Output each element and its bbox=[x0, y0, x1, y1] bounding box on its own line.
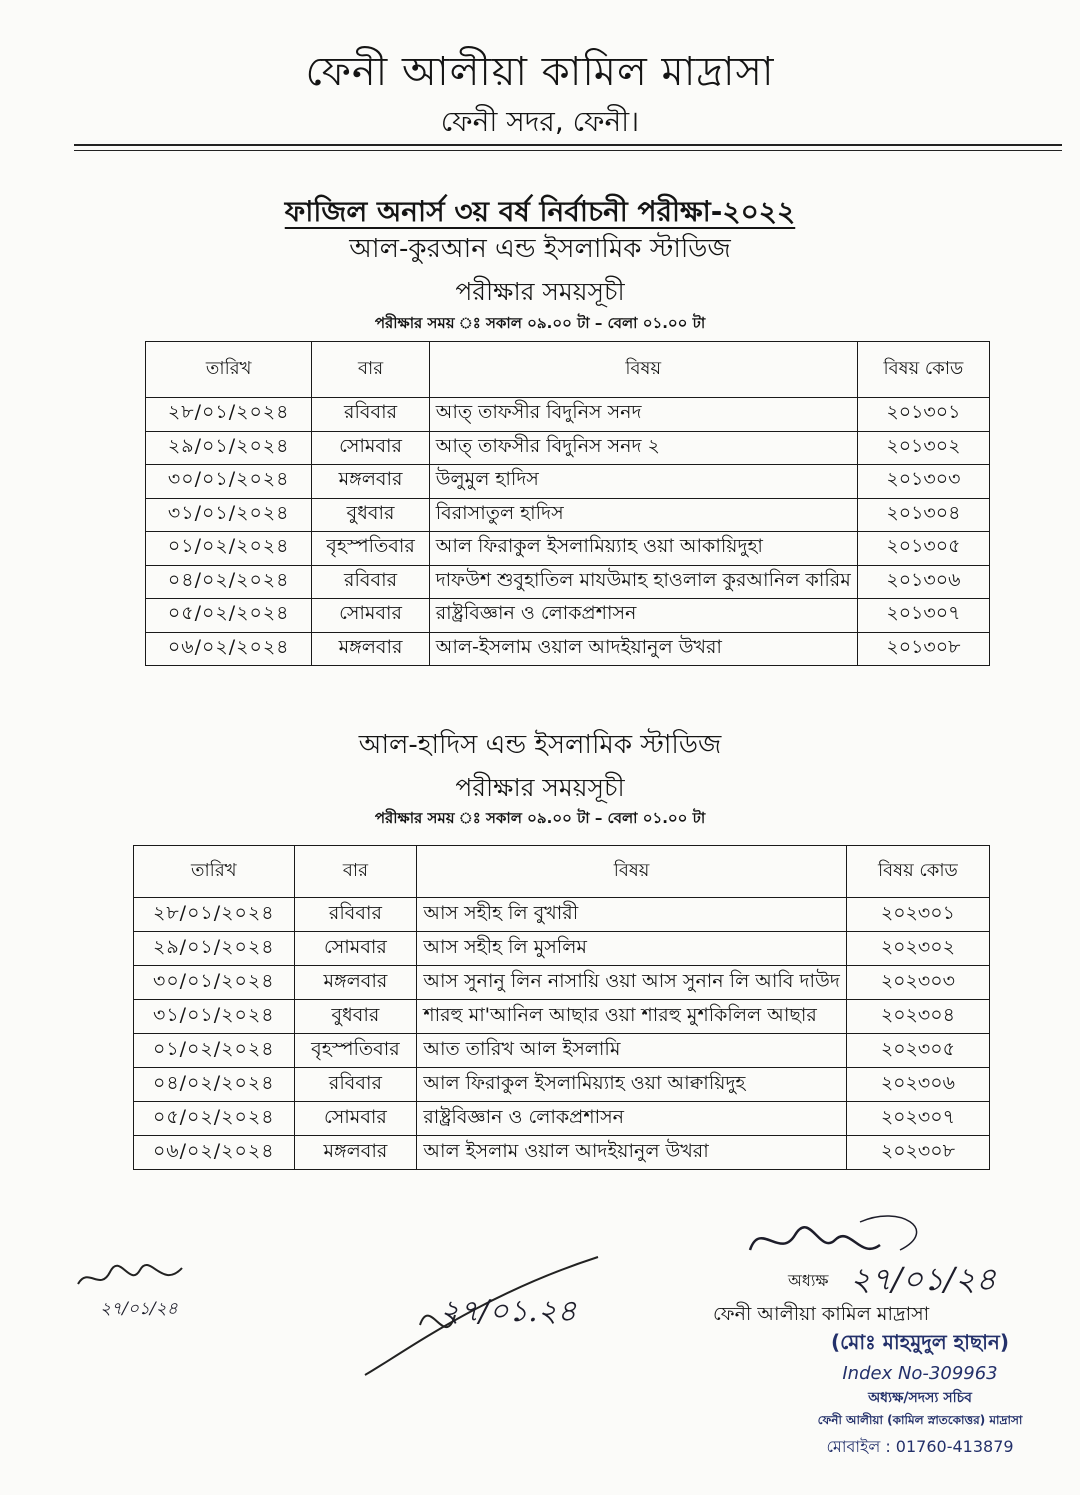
initials-scribble-icon bbox=[70, 1262, 200, 1296]
cell-code: ২০২৩০৬ bbox=[846, 1068, 989, 1102]
cell-subject: দাফউশ শুবুহাতিল মাযউমাহ হাওলাল কুরআনিল কারিম bbox=[429, 565, 857, 599]
cell-date: ৩১/০১/২০২৪ bbox=[134, 1000, 295, 1034]
table-header-row bbox=[134, 846, 990, 898]
header-date: তারিখ bbox=[146, 342, 312, 398]
cell-day: রবিবার bbox=[312, 565, 429, 599]
cell-code: ২০১৩০৭ bbox=[857, 599, 989, 633]
section-2-schedule-title: পরীক্ষার সময়সূচী bbox=[455, 773, 625, 802]
cell-date: ০৪/০২/২০২৪ bbox=[134, 1068, 295, 1102]
table-row bbox=[146, 599, 990, 633]
cell-day: সোমবার bbox=[294, 1102, 417, 1136]
cell-subject: রাষ্ট্রবিজ্ঞান ও লোকপ্রশাসন bbox=[429, 599, 857, 633]
cell-day: বৃহস্পতিবার bbox=[312, 532, 429, 566]
cell-code: ২০২৩০৮ bbox=[846, 1136, 989, 1170]
cell-date: ২৯/০১/২০২৪ bbox=[146, 431, 312, 465]
section-1-exam-time: পরীক্ষার সময় ঃ সকাল ০৯.০০ টা – বেলা ০১.০০ টা bbox=[374, 314, 706, 332]
cell-date: ০৪/০২/২০২৪ bbox=[146, 565, 312, 599]
cell-subject: আল ফিরাকুল ইসলামিয়্যাহ ওয়া আকায়িদুহা bbox=[429, 532, 857, 566]
header-day: বার bbox=[312, 342, 429, 398]
official-stamp bbox=[800, 1328, 1040, 1461]
cell-day: রবিবার bbox=[294, 898, 417, 932]
cell-day: সোমবার bbox=[294, 932, 417, 966]
cell-day: মঙ্গলবার bbox=[294, 1136, 417, 1170]
stamp-index: Index No-309963 bbox=[842, 1363, 998, 1384]
cell-day: মঙ্গলবার bbox=[294, 966, 417, 1000]
table-row bbox=[134, 1068, 990, 1102]
cell-day: মঙ্গলবার bbox=[312, 632, 429, 666]
section-2-exam-time: পরীক্ষার সময় ঃ সকাল ০৯.০০ টা – বেলা ০১.০০ টা bbox=[374, 809, 706, 827]
cell-date: ০১/০২/২০২৪ bbox=[146, 532, 312, 566]
cell-date: ৩০/০১/২০২৪ bbox=[146, 465, 312, 499]
cell-subject: রাষ্ট্রবিজ্ঞান ও লোকপ্রশাসন bbox=[417, 1102, 846, 1136]
cell-code: ২০১৩০৫ bbox=[857, 532, 989, 566]
section-1-title: আল-কুরআন এন্ড ইসলামিক স্টাডিজ bbox=[349, 234, 731, 264]
table-row bbox=[146, 532, 990, 566]
cell-subject: আল ফিরাকুল ইসলামিয়্যাহ ওয়া আক্বায়িদুহ bbox=[417, 1068, 846, 1102]
cell-day: সোমবার bbox=[312, 599, 429, 633]
principal-institution: ফেনী আলীয়া কামিল মাদ্রাসা bbox=[713, 1303, 930, 1325]
header-subject: বিষয় bbox=[429, 342, 857, 398]
cell-code: ২০১৩০৪ bbox=[857, 498, 989, 532]
header-subject: বিষয় bbox=[417, 846, 846, 898]
cell-subject: আস সহীহ লি বুখারী bbox=[417, 898, 846, 932]
middle-scribble-text: ২৭/০১.২৪ bbox=[440, 1294, 577, 1329]
institution-name: ফেনী আলীয়া কামিল মাদ্রাসা bbox=[305, 49, 775, 95]
institution-address: ফেনী সদর, ফেনী। bbox=[440, 105, 640, 138]
cell-code: ২০২৩০৫ bbox=[846, 1034, 989, 1068]
cell-date: ০১/০২/২০২৪ bbox=[134, 1034, 295, 1068]
cell-code: ২০১৩০২ bbox=[857, 431, 989, 465]
table-row bbox=[134, 1000, 990, 1034]
principal-title-label: অধ্যক্ষ bbox=[788, 1271, 829, 1290]
header-rule-thick bbox=[74, 144, 1062, 146]
section-2-schedule-table bbox=[133, 845, 990, 1170]
cell-code: ২০২৩০৪ bbox=[846, 1000, 989, 1034]
table-row bbox=[134, 966, 990, 1000]
table-row bbox=[134, 1136, 990, 1170]
cell-date: ৩১/০১/২০২৪ bbox=[146, 498, 312, 532]
table-row bbox=[146, 398, 990, 432]
cell-code: ২০২৩০৩ bbox=[846, 966, 989, 1000]
cell-date: ২৮/০১/২০২৪ bbox=[134, 898, 295, 932]
cell-subject: আল ইসলাম ওয়াল আদইয়ানুল উখরা bbox=[417, 1136, 846, 1170]
cell-code: ২০১৩০৮ bbox=[857, 632, 989, 666]
cell-day: রবিবার bbox=[294, 1068, 417, 1102]
cell-day: বুধবার bbox=[312, 498, 429, 532]
middle-scribble-signature bbox=[360, 1255, 610, 1385]
cell-subject: শারহু মা'আনিল আছার ওয়া শারহু মুশকিলিল আছার bbox=[417, 1000, 846, 1034]
cell-date: ২৯/০১/২০২৪ bbox=[134, 932, 295, 966]
cell-subject: আস সুনানু লিন নাসায়ি ওয়া আস সুনান লি আবি দাউদ bbox=[417, 966, 846, 1000]
cell-code: ২০২৩০১ bbox=[846, 898, 989, 932]
table-header-row bbox=[146, 342, 990, 398]
stamp-role: অধ্যক্ষ/সদস্য সচিব bbox=[868, 1390, 972, 1406]
cell-date: ৩০/০১/২০২৪ bbox=[134, 966, 295, 1000]
cell-code: ২০২৩০২ bbox=[846, 932, 989, 966]
header-date: তারিখ bbox=[134, 846, 295, 898]
cell-subject: বিরাসাতুল হাদিস bbox=[429, 498, 857, 532]
table-row bbox=[134, 1034, 990, 1068]
cell-subject: আত তারিখ আল ইসলামি bbox=[417, 1034, 846, 1068]
cell-subject: আল-ইসলাম ওয়াল আদইয়ানুল উখরা bbox=[429, 632, 857, 666]
cell-day: সোমবার bbox=[312, 431, 429, 465]
header-code: বিষয় কোড bbox=[846, 846, 989, 898]
stamp-name: (মোঃ মাহমুদুল হাছান) bbox=[831, 1330, 1009, 1354]
initials-date: ২৭/০১/২৪ bbox=[100, 1299, 178, 1319]
cell-date: ০৬/০২/২০২৪ bbox=[146, 632, 312, 666]
table-row bbox=[134, 932, 990, 966]
section-1-schedule-table bbox=[145, 341, 990, 666]
table-row bbox=[134, 1102, 990, 1136]
section-1-schedule-title: পরীক্ষার সময়সূচী bbox=[455, 277, 625, 306]
cell-date: ০৬/০২/২০২৪ bbox=[134, 1136, 295, 1170]
stamp-phone: মোবাইল : 01760-413879 bbox=[826, 1437, 1014, 1456]
cell-code: ২০১৩০১ bbox=[857, 398, 989, 432]
section-2-title: আল-হাদিস এন্ড ইসলামিক স্টাডিজ bbox=[358, 730, 722, 760]
cell-subject: আত্ তাফসীর বিদুনিস সনদ ২ bbox=[429, 431, 857, 465]
table-row bbox=[146, 565, 990, 599]
cell-code: ২০২৩০৭ bbox=[846, 1102, 989, 1136]
cell-code: ২০১৩০৩ bbox=[857, 465, 989, 499]
exam-title: ফাজিল অনার্স ৩য় বর্ষ নির্বাচনী পরীক্ষা-২০২২ bbox=[284, 195, 796, 228]
cell-subject: আত্ তাফসীর বিদুনিস সনদ bbox=[429, 398, 857, 432]
table-row bbox=[134, 898, 990, 932]
cell-day: বুধবার bbox=[294, 1000, 417, 1034]
cell-subject: আস সহীহ লি মুসলিম bbox=[417, 932, 846, 966]
header-code: বিষয় কোড bbox=[857, 342, 989, 398]
cell-day: রবিবার bbox=[312, 398, 429, 432]
cell-date: ২৮/০১/২০২৪ bbox=[146, 398, 312, 432]
table-row bbox=[146, 498, 990, 532]
cell-day: মঙ্গলবার bbox=[312, 465, 429, 499]
table-row bbox=[146, 632, 990, 666]
cell-date: ০৫/০২/২০২৪ bbox=[146, 599, 312, 633]
stamp-institution: ফেনী আলীয়া (কামিল স্নাতকোত্তর) মাদ্রাসা bbox=[817, 1413, 1023, 1427]
cell-date: ০৫/০২/২০২৪ bbox=[134, 1102, 295, 1136]
header-day: বার bbox=[294, 846, 417, 898]
table-row bbox=[146, 465, 990, 499]
left-initials-signature bbox=[70, 1262, 200, 1322]
cell-subject: উলুমুল হাদিস bbox=[429, 465, 857, 499]
header-rule-thin bbox=[74, 150, 1062, 151]
principal-signed-date: ২৭/০১/২৪ bbox=[850, 1260, 997, 1298]
table-row bbox=[146, 431, 990, 465]
cell-code: ২০১৩০৬ bbox=[857, 565, 989, 599]
cell-day: বৃহস্পতিবার bbox=[294, 1034, 417, 1068]
